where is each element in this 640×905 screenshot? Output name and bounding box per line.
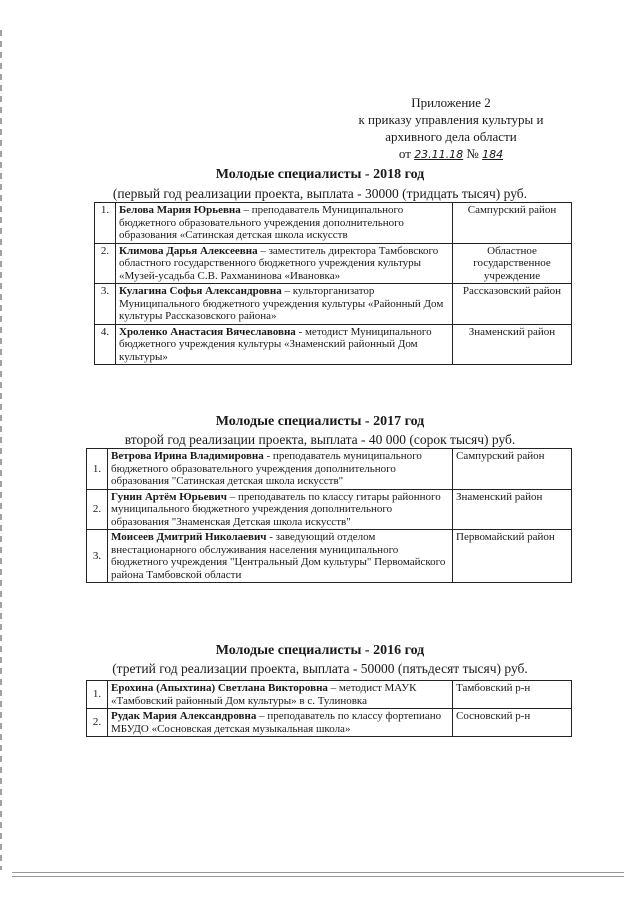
- date-prefix: от: [398, 146, 411, 161]
- table-row: [87, 709, 572, 737]
- table-row: [95, 203, 572, 244]
- row-number: 1.: [87, 681, 108, 709]
- row-number: 2.: [87, 489, 108, 530]
- section-2018-title: Молодые специалисты - 2018 год: [215, 167, 425, 182]
- scan-bottom-line: [12, 872, 624, 877]
- specialist-description: – преподаватель по классу гитары районного муниципального бюджетного учреждения дополнительного образования "Знаменская Детская школа искусств": [111, 490, 441, 528]
- specialist-name: Рудак Мария Александровна: [111, 710, 257, 722]
- specialist-name: Гунин Артём Юрьевич: [111, 490, 227, 503]
- scan-edge-marks: [0, 30, 2, 870]
- appendix-line-2: к приказу управления культуры и: [358, 112, 544, 127]
- appendix-line-1: Приложение 2: [411, 95, 491, 110]
- appendix-line-3: архивного дела области: [385, 129, 517, 144]
- section-2018-table: [94, 202, 572, 365]
- specialist-name: Климова Дарья Алексеевна: [119, 244, 258, 257]
- specialist-cell: [108, 449, 453, 490]
- district-cell: Знаменский район: [453, 324, 572, 365]
- specialist-name: Белова Мария Юрьевна: [119, 204, 241, 216]
- section-2016-table: [86, 680, 572, 737]
- table-row: [95, 324, 572, 365]
- row-number: 3.: [87, 530, 108, 583]
- district-cell: Областное государственное учреждение: [453, 243, 572, 284]
- specialist-description: – культорганизатор Муниципального бюджетного учреждения культуры «Районный Дом культуры Рассказовского района»: [119, 285, 444, 322]
- row-number: 2.: [95, 243, 116, 284]
- specialist-description: - заведующий отделом внестационарного обслуживания населения муниципального бюджетного учреждения "Центральный Дом культуры" Первомайского района Тамбовской области: [111, 531, 446, 581]
- table-row: [87, 681, 572, 709]
- specialist-name: Моисеев Дмитрий Николаевич: [111, 531, 267, 543]
- district-cell: Сампурский район: [453, 203, 572, 244]
- specialist-cell: [108, 709, 453, 737]
- specialist-name: Ветрова Ирина Владимировна: [111, 450, 264, 462]
- row-number: 2.: [87, 709, 108, 737]
- appendix-header: [356, 94, 546, 163]
- specialist-cell: [108, 489, 453, 530]
- specialist-description: – преподаватель по классу фортепиано МБУДО «Сосновская детская музыкальная школа»: [111, 710, 442, 735]
- specialist-description: – заместитель директора Тамбовского областного государственного бюджетного учреждения культуры «Музей-усадьба С.В. Рахманинова «Ивановка»: [119, 244, 439, 282]
- specialist-cell: [108, 530, 453, 583]
- specialist-cell: [116, 324, 453, 365]
- specialist-description: - преподаватель муниципального бюджетного образовательного учреждения дополнительного образования "Сатинская детская школа искусств": [111, 450, 422, 487]
- specialist-description: – методист МАУК «Тамбовский районный Дом культуры» в с. Тулиновка: [111, 682, 417, 707]
- table-row: [95, 243, 572, 284]
- specialist-cell: [116, 284, 453, 325]
- row-number: 3.: [95, 284, 116, 325]
- district-cell: Знаменский район: [453, 489, 572, 530]
- district-cell: Первомайский район: [453, 530, 572, 583]
- row-number: 1.: [87, 449, 108, 490]
- section-2016-title: Молодые специалисты - 2016 год: [215, 643, 425, 658]
- table-row: [95, 284, 572, 325]
- specialist-description: – преподаватель Муниципального бюджетного образовательного учреждения дополнительного образования «Сатинская детская школа искусств: [119, 204, 404, 241]
- table-row: [87, 449, 572, 490]
- specialist-name: Кулагина Софья Александровна: [119, 285, 282, 297]
- appendix-date-line: [356, 145, 546, 163]
- table-row: [87, 489, 572, 530]
- section-2017-table: [86, 448, 572, 583]
- handwritten-number: 184: [482, 148, 504, 161]
- section-2017-title: Молодые специалисты - 2017 год: [215, 414, 425, 429]
- specialist-name: Ерохина (Апыхтина) Светлана Викторовна: [111, 682, 328, 694]
- table-row: [87, 530, 572, 583]
- specialist-cell: [116, 243, 453, 284]
- specialist-description: - методист Муниципального бюджетного учреждения культуры «Знаменский районный Дом культуры»: [119, 325, 432, 363]
- district-cell: Рассказовский район: [453, 284, 572, 325]
- handwritten-date: 23.11.18: [414, 148, 464, 161]
- district-cell: Сосновский р-н: [453, 709, 572, 737]
- district-cell: Тамбовский р-н: [453, 681, 572, 709]
- row-number: 1.: [95, 203, 116, 244]
- section-2017-subtitle: второй год реализации проекта, выплата - 40 000 (сорок тысяч) руб.: [124, 432, 516, 447]
- specialist-name: Хроленко Анастасия Вячеславовна: [119, 325, 296, 338]
- district-cell: Сампурский район: [453, 449, 572, 490]
- specialist-cell: [108, 681, 453, 709]
- section-2018-subtitle: (первый год реализации проекта, выплата - 30000 (тридцать тысяч) руб.: [112, 186, 528, 201]
- number-prefix: №: [466, 146, 479, 161]
- section-2016-subtitle: (третий год реализации проекта, выплата - 50000 (пятьдесят тысяч) руб.: [112, 661, 528, 676]
- specialist-cell: [116, 203, 453, 244]
- row-number: 4.: [95, 324, 116, 365]
